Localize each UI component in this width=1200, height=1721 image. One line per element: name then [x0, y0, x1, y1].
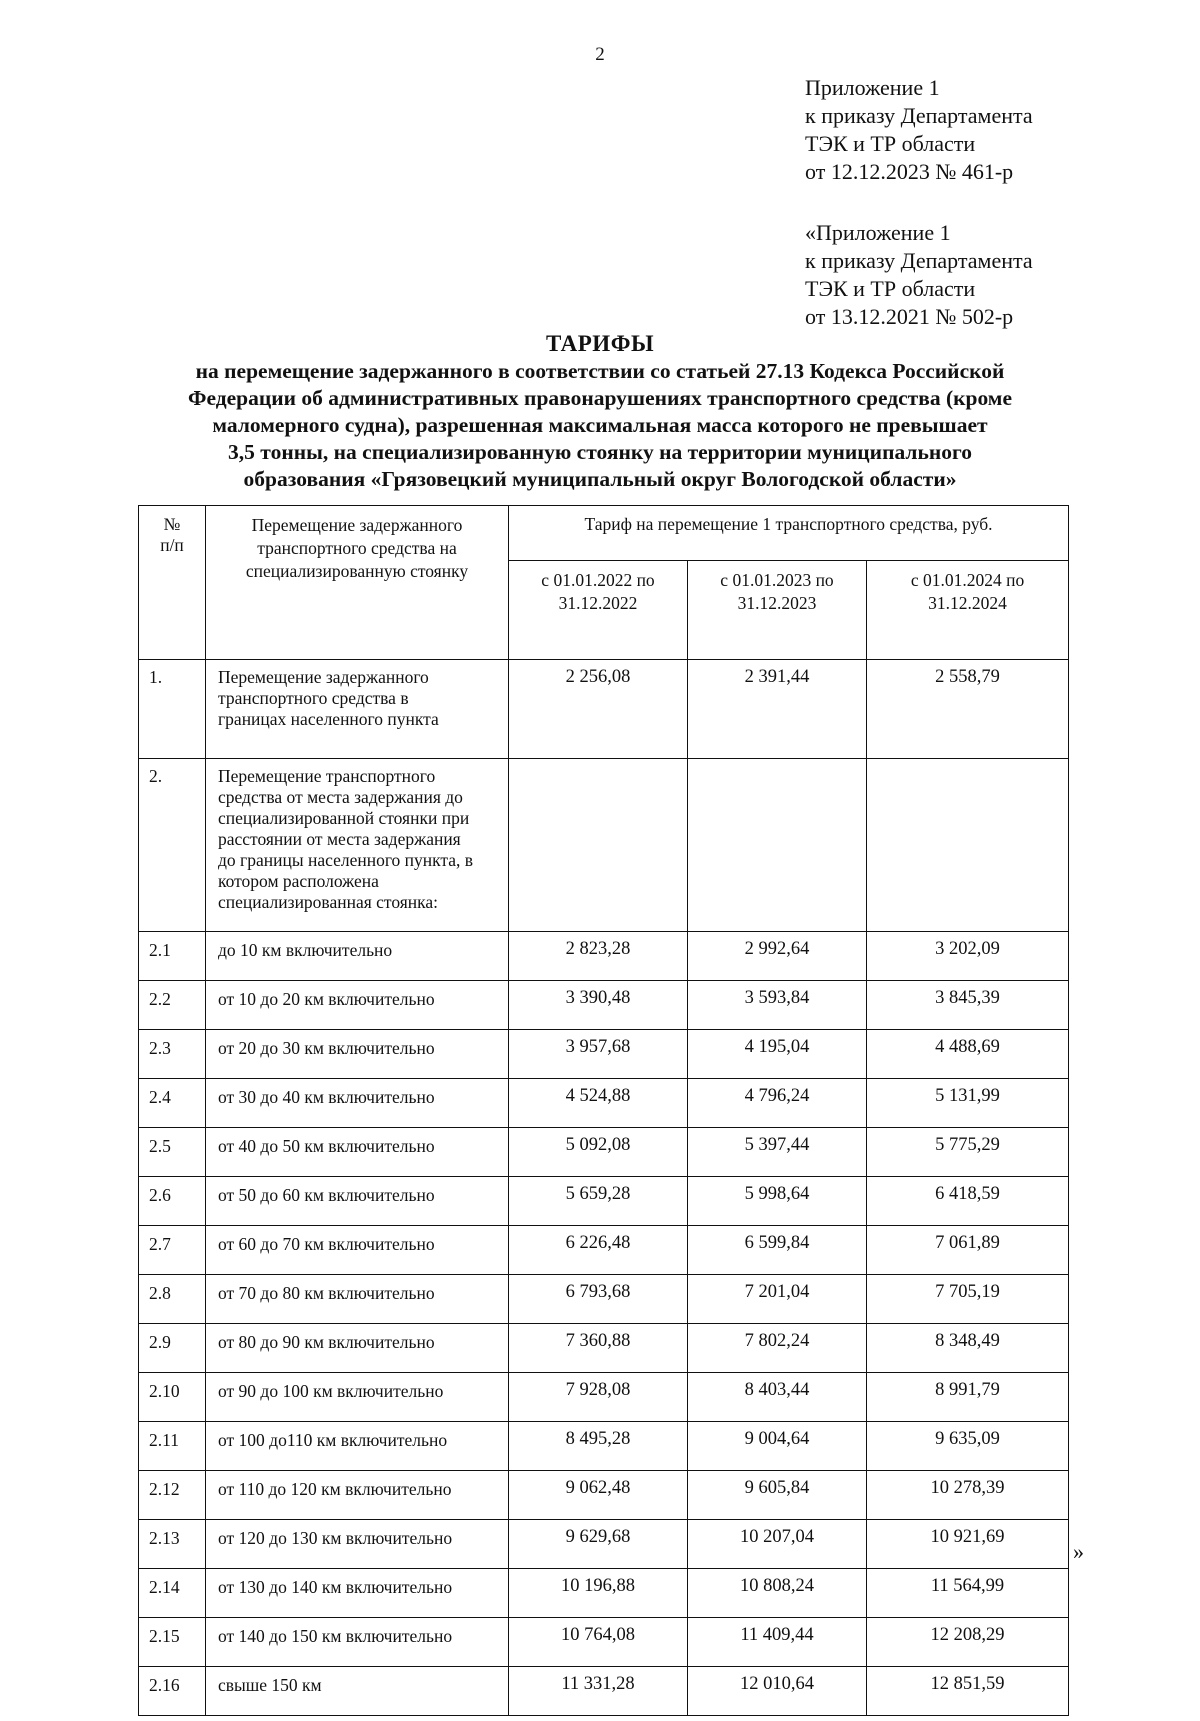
row-number: 2.2	[139, 981, 206, 1030]
tariff-value-2023: 9 004,64	[688, 1422, 867, 1471]
header-number-cell	[139, 506, 206, 660]
row-number: 2.	[139, 759, 206, 932]
table-row	[139, 1275, 1069, 1324]
tariff-value-2023: 9 605,84	[688, 1471, 867, 1520]
row-number: 2.11	[139, 1422, 206, 1471]
table-row	[139, 1618, 1069, 1667]
tariff-value-2023: 5 397,44	[688, 1128, 867, 1177]
row-description: от 50 до 60 км включительно	[206, 1177, 509, 1226]
row-number: 2.14	[139, 1569, 206, 1618]
subtitle-line: Федерации об административных правонарушениях транспортного средства (кроме	[187, 386, 1012, 410]
row-description	[206, 660, 509, 759]
description-line: средства от места задержания до	[218, 787, 463, 807]
tariff-value-2022: 3 957,68	[509, 1030, 688, 1079]
row-description: от 20 до 30 км включительно	[206, 1030, 509, 1079]
row-description: от 120 до 130 км включительно	[206, 1520, 509, 1569]
tariff-value-2024: 8 348,49	[867, 1324, 1069, 1373]
row-number: 2.8	[139, 1275, 206, 1324]
document-subtitle	[100, 358, 1100, 493]
tariff-value-2024: 4 488,69	[867, 1030, 1069, 1079]
row-number: 2.10	[139, 1373, 206, 1422]
row-number: 2.13	[139, 1520, 206, 1569]
row-description: от 130 до 140 км включительно	[206, 1569, 509, 1618]
tariff-value-2024: 12 208,29	[867, 1618, 1069, 1667]
row-description: от 90 до 100 км включительно	[206, 1373, 509, 1422]
row-description: от 60 до 70 км включительно	[206, 1226, 509, 1275]
description-line: Перемещение задержанного	[218, 667, 429, 687]
row-number: 2.7	[139, 1226, 206, 1275]
tariff-value-2023: 11 409,44	[688, 1618, 867, 1667]
appendix-previous-header	[805, 219, 1165, 331]
row-number: 2.12	[139, 1471, 206, 1520]
tariff-value-2023: 2 391,44	[688, 660, 867, 759]
tariff-value-2022: 4 524,88	[509, 1079, 688, 1128]
tariff-value-2023: 4 195,04	[688, 1030, 867, 1079]
table-row	[139, 1667, 1069, 1716]
row-number: 2.3	[139, 1030, 206, 1079]
table-row	[139, 660, 1069, 759]
period-line: с 01.01.2024 по	[910, 570, 1025, 590]
table-row	[139, 1226, 1069, 1275]
row-number: 2.9	[139, 1324, 206, 1373]
table-row	[139, 1030, 1069, 1079]
tariff-value-2023: 6 599,84	[688, 1226, 867, 1275]
row-description	[206, 759, 509, 932]
description-line: специализированной стоянки при	[218, 808, 470, 828]
row-description: свыше 150 км	[206, 1667, 509, 1716]
table-row	[139, 1569, 1069, 1618]
header-period-2022	[509, 561, 688, 660]
tariff-value-2022: 9 629,68	[509, 1520, 688, 1569]
document-title: ТАРИФЫ	[545, 331, 655, 356]
appendix-line: Приложение 1	[805, 75, 940, 100]
header-number-line: п/п	[160, 535, 184, 555]
row-description: от 100 до110 км включительно	[206, 1422, 509, 1471]
description-line: до границы населенного пункта, в	[218, 850, 474, 870]
row-number: 2.6	[139, 1177, 206, 1226]
tariff-value-2022: 10 764,08	[509, 1618, 688, 1667]
table-row	[139, 932, 1069, 981]
appendix-line: от 12.12.2023 № 461-р	[805, 159, 1014, 184]
tariff-value-2024: 2 558,79	[867, 660, 1069, 759]
tariff-value-2023: 4 796,24	[688, 1079, 867, 1128]
row-number: 2.16	[139, 1667, 206, 1716]
tariff-value-2024: 7 705,19	[867, 1275, 1069, 1324]
tariff-value-2022: 7 360,88	[509, 1324, 688, 1373]
tariff-value-2024: 6 418,59	[867, 1177, 1069, 1226]
header-description-cell	[206, 506, 509, 660]
page-number: 2	[595, 44, 605, 65]
tariff-value-2023: 2 992,64	[688, 932, 867, 981]
tariff-value-2024: 5 775,29	[867, 1128, 1069, 1177]
tariff-value-2024: 11 564,99	[867, 1569, 1069, 1618]
description-line: расстоянии от места задержания	[218, 829, 461, 849]
tariff-value-2024: 7 061,89	[867, 1226, 1069, 1275]
table-row	[139, 1471, 1069, 1520]
appendix-current-header	[805, 74, 1165, 186]
row-number: 2.4	[139, 1079, 206, 1128]
row-description: от 70 до 80 км включительно	[206, 1275, 509, 1324]
tariff-value-2023: 5 998,64	[688, 1177, 867, 1226]
tariff-value-2024: 3 845,39	[867, 981, 1069, 1030]
tariff-value-2023: 7 201,04	[688, 1275, 867, 1324]
description-line: специализированная стоянка:	[218, 892, 439, 912]
description-line: Перемещение транспортного	[218, 766, 436, 786]
tariff-value-2024: 12 851,59	[867, 1667, 1069, 1716]
header-description-line: специализированную стоянку	[245, 561, 469, 581]
period-line: 31.12.2022	[558, 593, 638, 613]
description-line: границах населенного пункта	[218, 709, 439, 729]
row-description: от 30 до 40 км включительно	[206, 1079, 509, 1128]
tariff-value-2023: 8 403,44	[688, 1373, 867, 1422]
header-description-line: транспортного средства на	[257, 538, 457, 558]
tariff-value-2024: 5 131,99	[867, 1079, 1069, 1128]
subtitle-line: образования «Грязовецкий муниципальный округ Вологодской области»	[243, 467, 957, 491]
table-row	[139, 981, 1069, 1030]
table-row	[139, 1422, 1069, 1471]
tariff-value-2022: 2 823,28	[509, 932, 688, 981]
table-row	[139, 1520, 1069, 1569]
tariff-value-2022: 10 196,88	[509, 1569, 688, 1618]
tariff-value-2022: 5 659,28	[509, 1177, 688, 1226]
table-row	[139, 1079, 1069, 1128]
appendix-line: «Приложение 1	[805, 220, 951, 245]
table-row	[139, 1128, 1069, 1177]
tariff-value-2022: 5 092,08	[509, 1128, 688, 1177]
row-number: 1.	[139, 660, 206, 759]
tariff-value-2024: 10 278,39	[867, 1471, 1069, 1520]
tariff-value-2024: 10 921,69	[867, 1520, 1069, 1569]
period-line: с 01.01.2023 по	[720, 570, 834, 590]
tariff-value-2022: 6 226,48	[509, 1226, 688, 1275]
row-number: 2.1	[139, 932, 206, 981]
subtitle-line: на перемещение задержанного в соответствии со статьей 27.13 Кодекса Российской	[195, 359, 1005, 383]
appendix-line: к приказу Департамента	[805, 103, 1033, 128]
subtitle-line: маломерного судна), разрешенная максимальная масса которого не превышает	[212, 413, 988, 437]
description-line: котором расположена	[218, 871, 379, 891]
row-description: от 80 до 90 км включительно	[206, 1324, 509, 1373]
tariff-value-2023: 3 593,84	[688, 981, 867, 1030]
tariff-value-2022: 8 495,28	[509, 1422, 688, 1471]
table-row	[139, 1324, 1069, 1373]
tariff-value-2023: 12 010,64	[688, 1667, 867, 1716]
tariff-value-empty	[688, 759, 867, 932]
appendix-line: ТЭК и ТР области	[805, 276, 976, 301]
tariff-value-2022: 2 256,08	[509, 660, 688, 759]
appendix-line: ТЭК и ТР области	[805, 131, 976, 156]
tariff-value-2024: 3 202,09	[867, 932, 1069, 981]
tariff-value-2022: 9 062,48	[509, 1471, 688, 1520]
table-row	[139, 1373, 1069, 1422]
header-period-2023	[688, 561, 867, 660]
tariff-value-2024: 8 991,79	[867, 1373, 1069, 1422]
row-description: от 140 до 150 км включительно	[206, 1618, 509, 1667]
table-row	[139, 759, 1069, 932]
tariffs-table	[138, 505, 1069, 1716]
tariff-value-2022: 6 793,68	[509, 1275, 688, 1324]
tariff-value-2022: 3 390,48	[509, 981, 688, 1030]
appendix-line: к приказу Департамента	[805, 248, 1033, 273]
header-tariff-group: Тариф на перемещение 1 транспортного средства, руб.	[509, 506, 1069, 561]
tariff-value-2023: 10 207,04	[688, 1520, 867, 1569]
tariff-value-2023: 7 802,24	[688, 1324, 867, 1373]
table-row	[139, 1177, 1069, 1226]
header-description-line: Перемещение задержанного	[251, 515, 463, 535]
tariff-value-2022: 11 331,28	[509, 1667, 688, 1716]
row-number: 2.5	[139, 1128, 206, 1177]
row-description: от 40 до 50 км включительно	[206, 1128, 509, 1177]
period-line: 31.12.2023	[737, 593, 817, 613]
tariff-value-2022: 7 928,08	[509, 1373, 688, 1422]
tariff-value-empty	[867, 759, 1069, 932]
description-line: транспортного средства в	[218, 688, 409, 708]
tariff-value-empty	[509, 759, 688, 932]
row-description: от 110 до 120 км включительно	[206, 1471, 509, 1520]
header-period-2024	[867, 561, 1069, 660]
closing-quote: »	[1073, 1539, 1084, 1564]
row-description: от 10 до 20 км включительно	[206, 981, 509, 1030]
row-number: 2.15	[139, 1618, 206, 1667]
period-line: с 01.01.2022 по	[541, 570, 655, 590]
appendix-line: от 13.12.2021 № 502-р	[805, 304, 1014, 329]
tariff-value-2024: 9 635,09	[867, 1422, 1069, 1471]
header-number-line: №	[163, 514, 181, 534]
row-description: до 10 км включительно	[206, 932, 509, 981]
subtitle-line: 3,5 тонны, на специализированную стоянку на территории муниципального	[228, 440, 972, 464]
tariff-value-2023: 10 808,24	[688, 1569, 867, 1618]
table-header-row	[139, 506, 1069, 561]
period-line: 31.12.2024	[928, 593, 1007, 613]
